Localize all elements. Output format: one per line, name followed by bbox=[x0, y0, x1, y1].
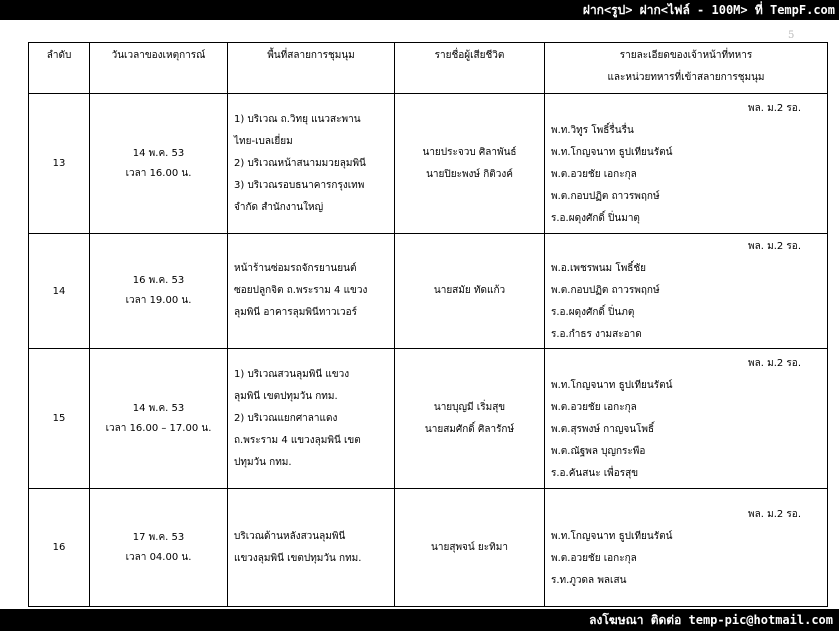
table-row bbox=[29, 94, 828, 234]
row-time: เวลา 16.00 น. bbox=[125, 167, 192, 179]
officer-name: พ.ต.อวยชัย เอกะกุล bbox=[551, 168, 637, 180]
table-row bbox=[29, 234, 828, 349]
area-line: บริเวณด้านหลังสวนลุมพินี bbox=[234, 530, 346, 542]
page-number: 5 bbox=[788, 30, 795, 41]
area-line: 2) บริเวณแยกศาลาแดง bbox=[234, 412, 338, 424]
deceased-name: นายสมศักดิ์ ศิลารักษ์ bbox=[424, 423, 515, 435]
area-line: ลุมพินี เขตปทุมวัน กทม. bbox=[234, 390, 338, 402]
row-time: เวลา 04.00 น. bbox=[125, 551, 192, 563]
row-datetime bbox=[90, 349, 228, 489]
deceased-name: นายบุญมี เริ่มสุข bbox=[433, 401, 506, 413]
officer-name: พ.อ.เพชรพนม โพธิ์ชัย bbox=[551, 263, 647, 274]
officer-name: ร.อ.คันสนะ เพื่อรสุข bbox=[551, 467, 639, 479]
area-line: 1) บริเวณ ถ.วิทยุ แนวสะพาน bbox=[234, 113, 361, 125]
area-line: 2) บริเวณหน้าสนามมวยลุมพินี bbox=[234, 157, 366, 169]
row-number: 13 bbox=[29, 94, 90, 234]
row-deceased bbox=[395, 94, 545, 234]
area-line: 3) บริเวณรอบธนาคารกรุงเทพ bbox=[234, 179, 365, 191]
deceased-name: นายปิยะพงษ์ กิติวงค์ bbox=[426, 168, 513, 180]
row-number: 14 bbox=[29, 234, 90, 349]
top-banner: ฝาก<รูป> ฝาก<ไฟล์ - 100M> ที่ TempF.com bbox=[0, 0, 839, 20]
officer-name: ร.ท.ภูวดล พลเสน bbox=[551, 574, 627, 586]
row-time: เวลา 19.00 น. bbox=[125, 295, 192, 306]
header-officers-line2: และหน่วยทหารที่เข้าสลายการชุมนุม bbox=[607, 72, 765, 83]
row-officers bbox=[545, 349, 828, 489]
officer-name: พ.ต.ณัฐพล บุญกระพือ bbox=[551, 445, 646, 457]
header-datetime: วันเวลาของเหตุการณ์ bbox=[90, 43, 228, 94]
officer-name: พ.ท.โกญจนาท ธูปเทียนรัตน์ bbox=[551, 379, 673, 391]
row-officers bbox=[545, 234, 828, 349]
unit-label: พล. ม.2 รอ. bbox=[748, 102, 801, 114]
officer-name: ร.อ.ผดุงศักดิ์ ปิ่นมาตุ bbox=[551, 212, 640, 224]
officer-name: พ.ต.กอบปฏิต ถาวรพฤกษ์ bbox=[551, 285, 660, 296]
row-area bbox=[228, 349, 395, 489]
row-area bbox=[228, 489, 395, 607]
row-officers bbox=[545, 489, 828, 607]
row-number: 16 bbox=[29, 489, 90, 607]
row-time: เวลา 16.00 – 17.00 น. bbox=[105, 422, 212, 434]
table-header-row bbox=[29, 43, 828, 94]
deceased-name: นายสมัย ทัดแก้ว bbox=[433, 285, 506, 296]
officer-name: พ.ต.อวยชัย เอกะกุล bbox=[551, 552, 637, 564]
area-line: 1) บริเวณสวนลุมพินี แขวง bbox=[234, 368, 350, 380]
officer-name: พ.ต.สุรพงษ์ กาญจนโพธิ์ bbox=[551, 423, 655, 435]
header-deceased: รายชื่อผู้เสียชีวิต bbox=[395, 43, 545, 94]
row-date: 17 พ.ค. 53 bbox=[132, 531, 185, 543]
bottom-banner: ลงโฆษณา ติดต่อ temp-pic@hotmail.com bbox=[0, 609, 839, 631]
header-officers bbox=[545, 43, 828, 94]
unit-label: พล. ม.2 รอ. bbox=[748, 241, 801, 252]
officer-name: ร.อ.ผดุงศักดิ์ ปิ่นภตุ bbox=[551, 307, 635, 318]
row-datetime bbox=[90, 94, 228, 234]
area-line: ซอยปลูกจิต ถ.พระราม 4 แขวง bbox=[234, 285, 368, 296]
officer-name: พ.ท.วิทูร โพธิ์รื่นรื่น bbox=[551, 124, 634, 136]
area-line: แขวงลุมพินี เขตปทุมวัน กทม. bbox=[234, 552, 362, 564]
area-line: ไทย-เบลเยี่ยม bbox=[234, 135, 293, 147]
row-officers bbox=[545, 94, 828, 234]
unit-label: พล. ม.2 รอ. bbox=[748, 508, 801, 520]
header-officers-line1: รายละเอียดของเจ้าหน้าที่ทหาร bbox=[619, 50, 753, 61]
incident-table bbox=[28, 42, 828, 607]
row-deceased bbox=[395, 349, 545, 489]
row-area bbox=[228, 234, 395, 349]
row-number: 15 bbox=[29, 349, 90, 489]
row-datetime bbox=[90, 489, 228, 607]
officer-name: พ.ต.กอบปฏิต ถาวรพฤกษ์ bbox=[551, 190, 660, 202]
row-deceased bbox=[395, 489, 545, 607]
row-deceased bbox=[395, 234, 545, 349]
row-date: 16 พ.ค. 53 bbox=[132, 275, 185, 286]
table-row bbox=[29, 489, 828, 607]
table-row bbox=[29, 349, 828, 489]
area-line: ลุมพินี อาคารลุมพินีทาวเวอร์ bbox=[234, 307, 358, 318]
row-datetime bbox=[90, 234, 228, 349]
deceased-name: นายสุพจน์ ยะทิมา bbox=[431, 541, 508, 553]
officer-name: ร.อ.กำธร งามสะอาด bbox=[551, 329, 642, 340]
header-area: พื้นที่สลายการชุมนุม bbox=[228, 43, 395, 94]
deceased-name: นายประจวบ ศิลาพันธ์ bbox=[422, 146, 517, 158]
row-date: 14 พ.ค. 53 bbox=[132, 402, 185, 414]
row-area bbox=[228, 94, 395, 234]
officer-name: พ.ท.โกญจนาท ธูปเทียนรัตน์ bbox=[551, 530, 673, 542]
area-line: ปทุมวัน กทม. bbox=[234, 456, 292, 468]
area-line: ถ.พระราม 4 แขวงลุมพินี เขต bbox=[234, 434, 361, 446]
row-date: 14 พ.ค. 53 bbox=[132, 147, 185, 159]
area-line: จำกัด สำนักงานใหญ่ bbox=[234, 201, 324, 213]
area-line: หน้าร้านซ่อมรถจักรยานยนต์ bbox=[234, 263, 357, 274]
officer-name: พ.ท.โกญจนาท ธูปเทียนรัตน์ bbox=[551, 146, 673, 158]
header-no: ลำดับ bbox=[29, 43, 90, 94]
unit-label: พล. ม.2 รอ. bbox=[748, 357, 801, 369]
officer-name: พ.ต.อวยชัย เอกะกุล bbox=[551, 401, 637, 413]
